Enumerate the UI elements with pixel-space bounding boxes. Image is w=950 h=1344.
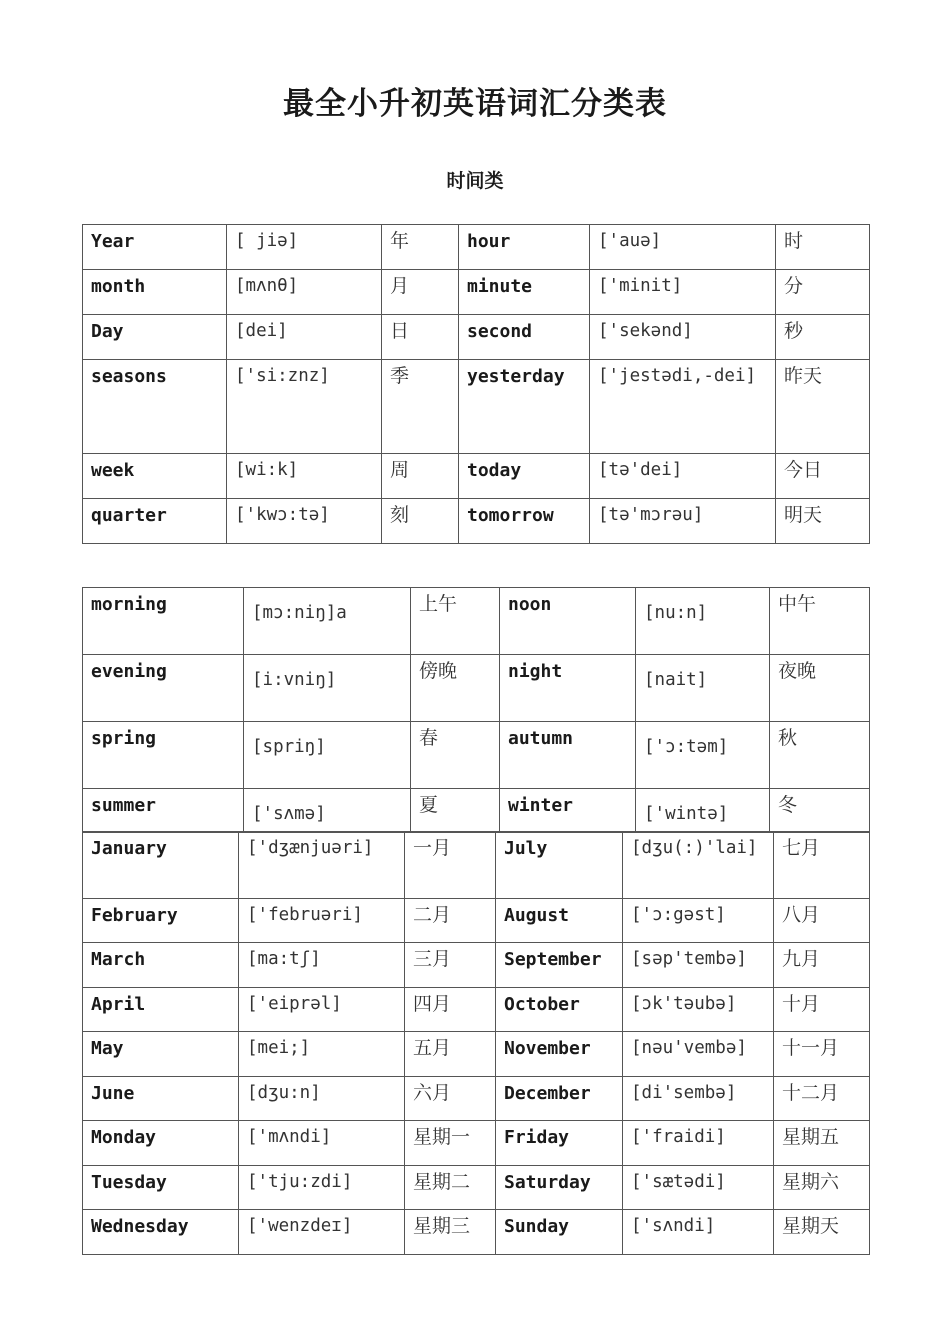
- phonetic: [səp'tembə]: [623, 943, 774, 988]
- chinese-meaning: 八月: [774, 899, 870, 943]
- chinese-meaning: 年: [382, 225, 459, 270]
- chinese-meaning: 明天: [776, 499, 870, 544]
- chinese-meaning: 春: [411, 722, 500, 789]
- phonetic: [nu:n]: [636, 588, 770, 655]
- chinese-meaning: 周: [382, 454, 459, 499]
- phonetic: ['tju:zdi]: [239, 1166, 405, 1210]
- table-row: [83, 899, 870, 943]
- phonetic: ['si:znz]: [227, 360, 382, 454]
- table-row: [83, 1210, 870, 1255]
- table-row: [83, 655, 870, 722]
- english-word: Sunday: [496, 1210, 623, 1255]
- english-word: March: [83, 943, 239, 988]
- english-word: morning: [83, 588, 244, 655]
- chinese-meaning: 夏: [411, 789, 500, 833]
- phonetic: ['sʌmə]: [244, 789, 411, 833]
- phonetic: [wi:k]: [227, 454, 382, 499]
- table-row: [83, 1032, 870, 1077]
- phonetic: ['februəri]: [239, 899, 405, 943]
- phonetic: ['dʒænjuəri]: [239, 832, 405, 899]
- chinese-meaning: 冬: [770, 789, 870, 833]
- english-word: February: [83, 899, 239, 943]
- chinese-meaning: 四月: [405, 988, 496, 1032]
- english-word: noon: [500, 588, 636, 655]
- chinese-meaning: 傍晚: [411, 655, 500, 722]
- english-word: week: [83, 454, 227, 499]
- phonetic: [nəu'vembə]: [623, 1032, 774, 1077]
- table-row: [83, 832, 870, 899]
- english-word: winter: [500, 789, 636, 833]
- english-word: night: [500, 655, 636, 722]
- phonetic: [spriŋ]: [244, 722, 411, 789]
- phonetic: ['wenzdeɪ]: [239, 1210, 405, 1255]
- english-word: September: [496, 943, 623, 988]
- phonetic: ['auə]: [590, 225, 776, 270]
- table-row: [83, 270, 870, 315]
- english-word: May: [83, 1032, 239, 1077]
- phonetic: [mɔ:niŋ]a: [244, 588, 411, 655]
- table-row: [83, 789, 870, 833]
- chinese-meaning: 星期二: [405, 1166, 496, 1210]
- english-word: November: [496, 1032, 623, 1077]
- chinese-meaning: 月: [382, 270, 459, 315]
- chinese-meaning: 昨天: [776, 360, 870, 454]
- table-row: [83, 988, 870, 1032]
- phonetic: ['ɔ:təm]: [636, 722, 770, 789]
- english-word: Saturday: [496, 1166, 623, 1210]
- table-row: [83, 454, 870, 499]
- phonetic: [ jiə]: [227, 225, 382, 270]
- english-word: Year: [83, 225, 227, 270]
- english-word: October: [496, 988, 623, 1032]
- english-word: second: [459, 315, 590, 360]
- chinese-meaning: 今日: [776, 454, 870, 499]
- phonetic: ['jestədi,-dei]: [590, 360, 776, 454]
- phonetic: ['kwɔ:tə]: [227, 499, 382, 544]
- chinese-meaning: 五月: [405, 1032, 496, 1077]
- phonetic: [tə'mɔrəu]: [590, 499, 776, 544]
- english-word: Friday: [496, 1121, 623, 1166]
- phonetic: ['fraidi]: [623, 1121, 774, 1166]
- english-word: July: [496, 832, 623, 899]
- chinese-meaning: 时: [776, 225, 870, 270]
- phonetic: [mʌnθ]: [227, 270, 382, 315]
- chinese-meaning: 星期天: [774, 1210, 870, 1255]
- table-row: [83, 1121, 870, 1166]
- english-word: hour: [459, 225, 590, 270]
- table-row: [83, 225, 870, 270]
- table-row: [83, 499, 870, 544]
- chinese-meaning: 十二月: [774, 1077, 870, 1121]
- chinese-meaning: 星期六: [774, 1166, 870, 1210]
- chinese-meaning: 上午: [411, 588, 500, 655]
- phonetic: [tə'dei]: [590, 454, 776, 499]
- chinese-meaning: 二月: [405, 899, 496, 943]
- phonetic: [dʒu:n]: [239, 1077, 405, 1121]
- page-title: 最全小升初英语词汇分类表: [283, 86, 667, 122]
- phonetic: [dei]: [227, 315, 382, 360]
- month-weekday-vocab-table: [82, 831, 870, 1255]
- chinese-meaning: 三月: [405, 943, 496, 988]
- phonetic: ['wintə]: [636, 789, 770, 833]
- english-word: Wednesday: [83, 1210, 239, 1255]
- chinese-meaning: 夜晚: [770, 655, 870, 722]
- phonetic: ['minit]: [590, 270, 776, 315]
- english-word: January: [83, 832, 239, 899]
- table-row: [83, 1077, 870, 1121]
- phonetic: ['ɔ:gəst]: [623, 899, 774, 943]
- phonetic: [i:vniŋ]: [244, 655, 411, 722]
- table-row: [83, 588, 870, 655]
- chinese-meaning: 秒: [776, 315, 870, 360]
- english-word: June: [83, 1077, 239, 1121]
- english-word: seasons: [83, 360, 227, 454]
- chinese-meaning: 七月: [774, 832, 870, 899]
- english-word: tomorrow: [459, 499, 590, 544]
- english-word: today: [459, 454, 590, 499]
- chinese-meaning: 九月: [774, 943, 870, 988]
- english-word: autumn: [500, 722, 636, 789]
- english-word: December: [496, 1077, 623, 1121]
- phonetic: [ɔk'təubə]: [623, 988, 774, 1032]
- english-word: Tuesday: [83, 1166, 239, 1210]
- chinese-meaning: 星期一: [405, 1121, 496, 1166]
- section-title: 时间类: [446, 170, 504, 192]
- english-word: yesterday: [459, 360, 590, 454]
- phonetic: ['sʌndi]: [623, 1210, 774, 1255]
- chinese-meaning: 秋: [770, 722, 870, 789]
- chinese-meaning: 十一月: [774, 1032, 870, 1077]
- phonetic: ['sekənd]: [590, 315, 776, 360]
- phonetic: ['mʌndi]: [239, 1121, 405, 1166]
- phonetic: [nait]: [636, 655, 770, 722]
- table-row: [83, 943, 870, 988]
- chinese-meaning: 分: [776, 270, 870, 315]
- phonetic: [ma:tʃ]: [239, 943, 405, 988]
- phonetic: [di'sembə]: [623, 1077, 774, 1121]
- day-season-vocab-table: [82, 587, 870, 833]
- phonetic: [dʒu(:)'lai]: [623, 832, 774, 899]
- phonetic: [mei;]: [239, 1032, 405, 1077]
- english-word: April: [83, 988, 239, 1032]
- english-word: spring: [83, 722, 244, 789]
- time-vocab-table: [82, 224, 870, 544]
- english-word: summer: [83, 789, 244, 833]
- english-word: Monday: [83, 1121, 239, 1166]
- phonetic: ['eiprəl]: [239, 988, 405, 1032]
- chinese-meaning: 刻: [382, 499, 459, 544]
- chinese-meaning: 日: [382, 315, 459, 360]
- table-row: [83, 315, 870, 360]
- chinese-meaning: 六月: [405, 1077, 496, 1121]
- chinese-meaning: 季: [382, 360, 459, 454]
- table-row: [83, 722, 870, 789]
- english-word: evening: [83, 655, 244, 722]
- english-word: quarter: [83, 499, 227, 544]
- english-word: minute: [459, 270, 590, 315]
- phonetic: ['sætədi]: [623, 1166, 774, 1210]
- english-word: Day: [83, 315, 227, 360]
- chinese-meaning: 星期三: [405, 1210, 496, 1255]
- table-row: [83, 1166, 870, 1210]
- english-word: August: [496, 899, 623, 943]
- chinese-meaning: 十月: [774, 988, 870, 1032]
- chinese-meaning: 中午: [770, 588, 870, 655]
- chinese-meaning: 一月: [405, 832, 496, 899]
- chinese-meaning: 星期五: [774, 1121, 870, 1166]
- english-word: month: [83, 270, 227, 315]
- table-row: [83, 360, 870, 454]
